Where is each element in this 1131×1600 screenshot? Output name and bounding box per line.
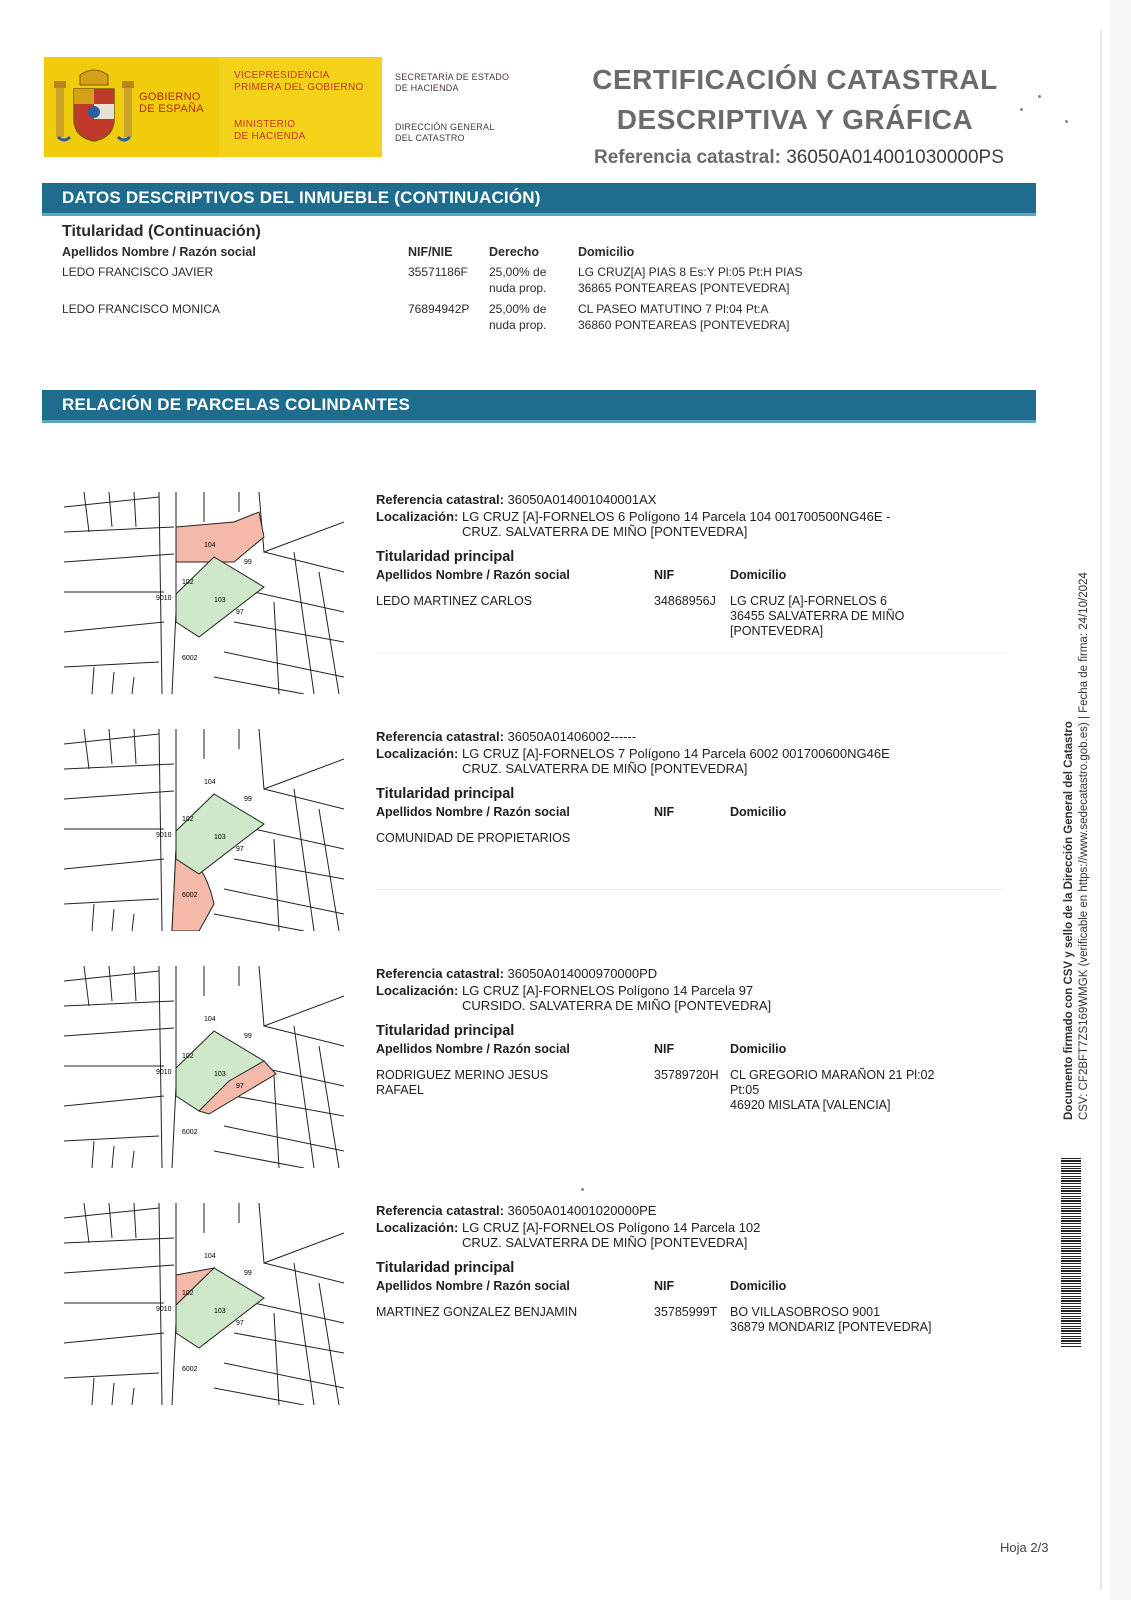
title-line1: CERTIFICACIÓN CATASTRAL <box>592 64 998 95</box>
scan-speck <box>1038 95 1041 98</box>
parcel-ref-value: 36050A014000970000PD <box>507 966 658 981</box>
direccion-line1: DIRECCIÓN GENERAL <box>395 122 495 132</box>
title-line2: DESCRIPTIVA Y GRÁFICA <box>616 104 974 135</box>
owner-name-line1: RODRIGUEZ MERINO JESUS <box>376 1068 549 1082</box>
map-label-6002: 6002 <box>182 655 198 662</box>
secretaria-line2: DE HACIENDA <box>395 83 459 93</box>
map-label-99: 99 <box>244 796 252 803</box>
titular-derecho-line2: nuda prop. <box>489 281 547 295</box>
parcel-ref-value: 36050A01406002------ <box>507 729 637 744</box>
parcel-reference <box>376 492 656 507</box>
parcel-map <box>64 492 344 694</box>
owner-name-line1: COMUNIDAD DE PROPIETARIOS <box>376 831 571 845</box>
parcel-ref-label: Referencia catastral: <box>376 966 504 981</box>
section-parcelas-colindantes: RELACIÓN DE PARCELAS COLINDANTES <box>42 390 1036 420</box>
direccion-general-text <box>395 122 494 144</box>
titular-nif: 35571186F <box>408 265 468 279</box>
parcel-loc-line1: LG CRUZ [A]-FORNELOS Polígono 14 Parcela 97 <box>461 983 754 998</box>
parcel-reference <box>376 1203 656 1218</box>
titular-derecho-line2: nuda prop. <box>489 318 547 332</box>
scan-speck <box>1065 120 1068 123</box>
domicilio-line1: CL GREGORIO MARAÑON 21 Pl:02 <box>730 1068 935 1082</box>
parcel-card <box>60 966 1020 1186</box>
map-label-9010: 9010 <box>156 595 172 602</box>
parcel-map <box>64 1203 344 1405</box>
parcel-ref-label: Referencia catastral: <box>376 492 504 507</box>
owner-name-line2: RAFAEL <box>376 1083 424 1097</box>
owner-name <box>376 1305 577 1320</box>
titular-derecho-line1: 25,00% de <box>489 302 547 316</box>
main-reference-value: 36050A014001030000PS <box>786 147 1004 168</box>
parcel-location <box>376 746 890 776</box>
map-label-9010: 9010 <box>156 832 172 839</box>
owner-domicilio <box>730 1305 931 1335</box>
col-domicilio-header: Domicilio <box>578 245 635 259</box>
map-label-6002: 6002 <box>182 892 198 899</box>
parcel-loc-line1: LG CRUZ [A]-FORNELOS 7 Polígono 14 Parcela 6002 001700600NG46E <box>461 746 890 761</box>
titular-nombre: LEDO FRANCISCO MONICA <box>62 302 221 316</box>
parcel-map <box>64 729 344 931</box>
parcel-loc-label: Localización: <box>376 746 459 761</box>
map-label-97: 97 <box>236 1083 244 1090</box>
gobierno-logo-panel <box>44 57 219 157</box>
parcel-loc-line2: CRUZ. SALVATERRA DE MIÑO [PONTEVEDRA] <box>461 524 748 539</box>
map-label-9010: 9010 <box>156 1069 172 1076</box>
owner-domicilio <box>730 1068 934 1113</box>
titularidad-principal-heading: Titularidad principal <box>376 786 515 802</box>
owner-name-line1: LEDO MARTINEZ CARLOS <box>376 594 533 608</box>
map-label-99: 99 <box>244 1033 252 1040</box>
col-nombre-header: Apellidos Nombre / Razón social <box>376 1279 570 1293</box>
vicepresidencia-line2: PRIMERA DEL GOBIERNO <box>234 82 364 93</box>
map-label-102: 102 <box>182 1290 194 1297</box>
col-domicilio-header: Domicilio <box>730 805 787 819</box>
secretaria-text <box>395 72 509 94</box>
parcel-loc-line2: CRUZ. SALVATERRA DE MIÑO [PONTEVEDRA] <box>461 761 748 776</box>
secretaria-line1: SECRETARÍA DE ESTADO <box>395 72 510 82</box>
government-logo <box>44 57 382 157</box>
scan-speck <box>581 1188 584 1191</box>
titular-nif: 76894942P <box>408 302 470 316</box>
map-label-104: 104 <box>204 1016 216 1023</box>
parcel-ref-value: 36050A014001020000PE <box>507 1203 657 1218</box>
parcel-loc-line2: CRUZ. SALVATERRA DE MIÑO [PONTEVEDRA] <box>461 1235 748 1250</box>
titular-derecho-line1: 25,00% de <box>489 265 547 279</box>
owner-nif: 35789720H <box>654 1068 719 1082</box>
col-nif-header: NIF <box>654 1042 675 1056</box>
map-label-103: 103 <box>214 834 226 841</box>
owner-name <box>376 1068 548 1098</box>
col-nombre-header: Apellidos Nombre / Razón social <box>376 568 570 582</box>
col-nombre-header: Apellidos Nombre / Razón social <box>376 805 570 819</box>
map-label-97: 97 <box>236 846 244 853</box>
gobierno-text <box>139 91 204 115</box>
parcel-ref-label: Referencia catastral: <box>376 729 504 744</box>
titular-domicilio-line2: 36860 PONTEAREAS [PONTEVEDRA] <box>578 318 790 332</box>
map-label-9010: 9010 <box>156 1306 172 1313</box>
parcel-map <box>64 966 344 1168</box>
map-label-104: 104 <box>204 542 216 549</box>
map-label-6002: 6002 <box>182 1366 198 1373</box>
parcel-loc-label: Localización: <box>376 983 459 998</box>
domicilio-line2: 36879 MONDARIZ [PONTEVEDRA] <box>730 1320 932 1334</box>
csv-signature-text <box>1062 572 1092 1120</box>
titularidad-principal-heading: Titularidad principal <box>376 1260 515 1276</box>
ministerio-text <box>234 119 306 143</box>
map-label-102: 102 <box>182 816 194 823</box>
map-label-6002: 6002 <box>182 1129 198 1136</box>
barcode <box>1061 1158 1081 1348</box>
divider <box>376 889 1006 890</box>
map-label-103: 103 <box>214 1071 226 1078</box>
owner-nif: 35785999T <box>654 1305 718 1319</box>
parcel-card <box>60 492 1020 712</box>
section-datos-descriptivos: DATOS DESCRIPTIVOS DEL INMUEBLE (CONTINUACIÓN) <box>42 183 1036 213</box>
map-label-102: 102 <box>182 579 194 586</box>
map-label-99: 99 <box>244 559 252 566</box>
titularidad-principal-heading: Titularidad principal <box>376 549 515 565</box>
gobierno-line1: GOBIERNO <box>139 91 201 103</box>
col-derecho-header: Derecho <box>489 245 540 259</box>
divider <box>376 652 1006 653</box>
map-label-99: 99 <box>244 1270 252 1277</box>
gobierno-line2: DE ESPAÑA <box>139 103 204 115</box>
map-label-97: 97 <box>236 1320 244 1327</box>
coat-of-arms-icon <box>52 67 136 147</box>
col-nombre-header: Apellidos Nombre / Razón social <box>62 245 256 259</box>
direccion-line2: DEL CATASTRO <box>395 133 465 143</box>
main-reference-label: Referencia catastral: <box>594 147 781 168</box>
map-label-97: 97 <box>236 609 244 616</box>
parcel-location <box>376 983 771 1013</box>
map-label-103: 103 <box>214 1308 226 1315</box>
col-nif-header: NIF <box>654 1279 675 1293</box>
parcel-location <box>376 1220 760 1250</box>
main-reference <box>594 147 1004 169</box>
parcel-loc-label: Localización: <box>376 509 459 524</box>
page-number: Hoja 2/3 <box>1000 1540 1049 1555</box>
parcel-ref-value: 36050A014001040001AX <box>507 492 657 507</box>
page-edge <box>1100 30 1102 1590</box>
titularidad-principal-heading: Titularidad principal <box>376 1023 515 1039</box>
parcel-loc-line1: LG CRUZ [A]-FORNELOS Polígono 14 Parcela 102 <box>461 1220 761 1235</box>
domicilio-line2: Pt:05 <box>730 1083 760 1097</box>
col-domicilio-header: Domicilio <box>730 1279 787 1293</box>
owner-domicilio <box>730 594 904 639</box>
parcel-loc-label: Localización: <box>376 1220 459 1235</box>
parcel-location <box>376 509 890 539</box>
domicilio-line3: [PONTEVEDRA] <box>730 624 824 638</box>
ministerio-line1: MINISTERIO <box>234 119 296 130</box>
parcel-loc-line1: LG CRUZ [A]-FORNELOS 6 Polígono 14 Parcela 104 001700500NG46E - <box>461 509 891 524</box>
owner-nif: 34868956J <box>654 594 716 608</box>
col-nombre-header: Apellidos Nombre / Razón social <box>376 1042 570 1056</box>
parcel-loc-line2: CURSIDO. SALVATERRA DE MIÑO [PONTEVEDRA] <box>461 998 772 1013</box>
parcel-reference <box>376 729 636 744</box>
parcel-card <box>60 729 1020 949</box>
map-label-103: 103 <box>214 597 226 604</box>
titular-domicilio-line1: CL PASEO MATUTINO 7 Pl:04 Pt:A <box>578 302 769 316</box>
map-label-104: 104 <box>204 779 216 786</box>
col-domicilio-header: Domicilio <box>730 568 787 582</box>
owner-name <box>376 831 570 846</box>
parcel-reference <box>376 966 657 981</box>
vicepresidencia-text <box>234 70 364 94</box>
titular-domicilio-line2: 36865 PONTEAREAS [PONTEVEDRA] <box>578 281 790 295</box>
col-domicilio-header: Domicilio <box>730 1042 787 1056</box>
titular-nombre: LEDO FRANCISCO JAVIER <box>62 265 214 279</box>
csv-line1: Documento firmado con CSV y sello de la Dirección General del Catastro <box>1063 721 1075 1120</box>
vicepresidencia-line1: VICEPRESIDENCIA <box>234 70 330 81</box>
map-label-102: 102 <box>182 1053 194 1060</box>
map-label-104: 104 <box>204 1253 216 1260</box>
titular-domicilio-line1: LG CRUZ[A] PIAS 8 Es:Y Pl:05 Pt:H PIAS <box>578 265 803 279</box>
parcel-card <box>60 1203 1020 1423</box>
csv-line2: CSV: CF2BFT7ZS169WMGK (verificable en https://www.sedecatastro.gob.es) | Fecha de firma: 24/10/2024 <box>1078 572 1090 1120</box>
col-nif-header: NIF/NIE <box>408 245 453 259</box>
titularidad-subtitle: Titularidad (Continuación) <box>62 223 261 240</box>
ministerio-line2: DE HACIENDA <box>234 131 306 142</box>
domicilio-line2: 36455 SALVATERRA DE MIÑO <box>730 609 905 623</box>
parcel-ref-label: Referencia catastral: <box>376 1203 504 1218</box>
domicilio-line3: 46920 MISLATA [VALENCIA] <box>730 1098 891 1112</box>
document-title <box>590 60 1000 140</box>
owner-name <box>376 594 532 609</box>
col-nif-header: NIF <box>654 805 675 819</box>
col-nif-header: NIF <box>654 568 675 582</box>
scan-speck <box>1020 108 1023 111</box>
owner-name-line1: MARTINEZ GONZALEZ BENJAMIN <box>376 1305 578 1319</box>
domicilio-line1: LG CRUZ [A]-FORNELOS 6 <box>730 594 887 608</box>
domicilio-line1: BO VILLASOBROSO 9001 <box>730 1305 881 1319</box>
